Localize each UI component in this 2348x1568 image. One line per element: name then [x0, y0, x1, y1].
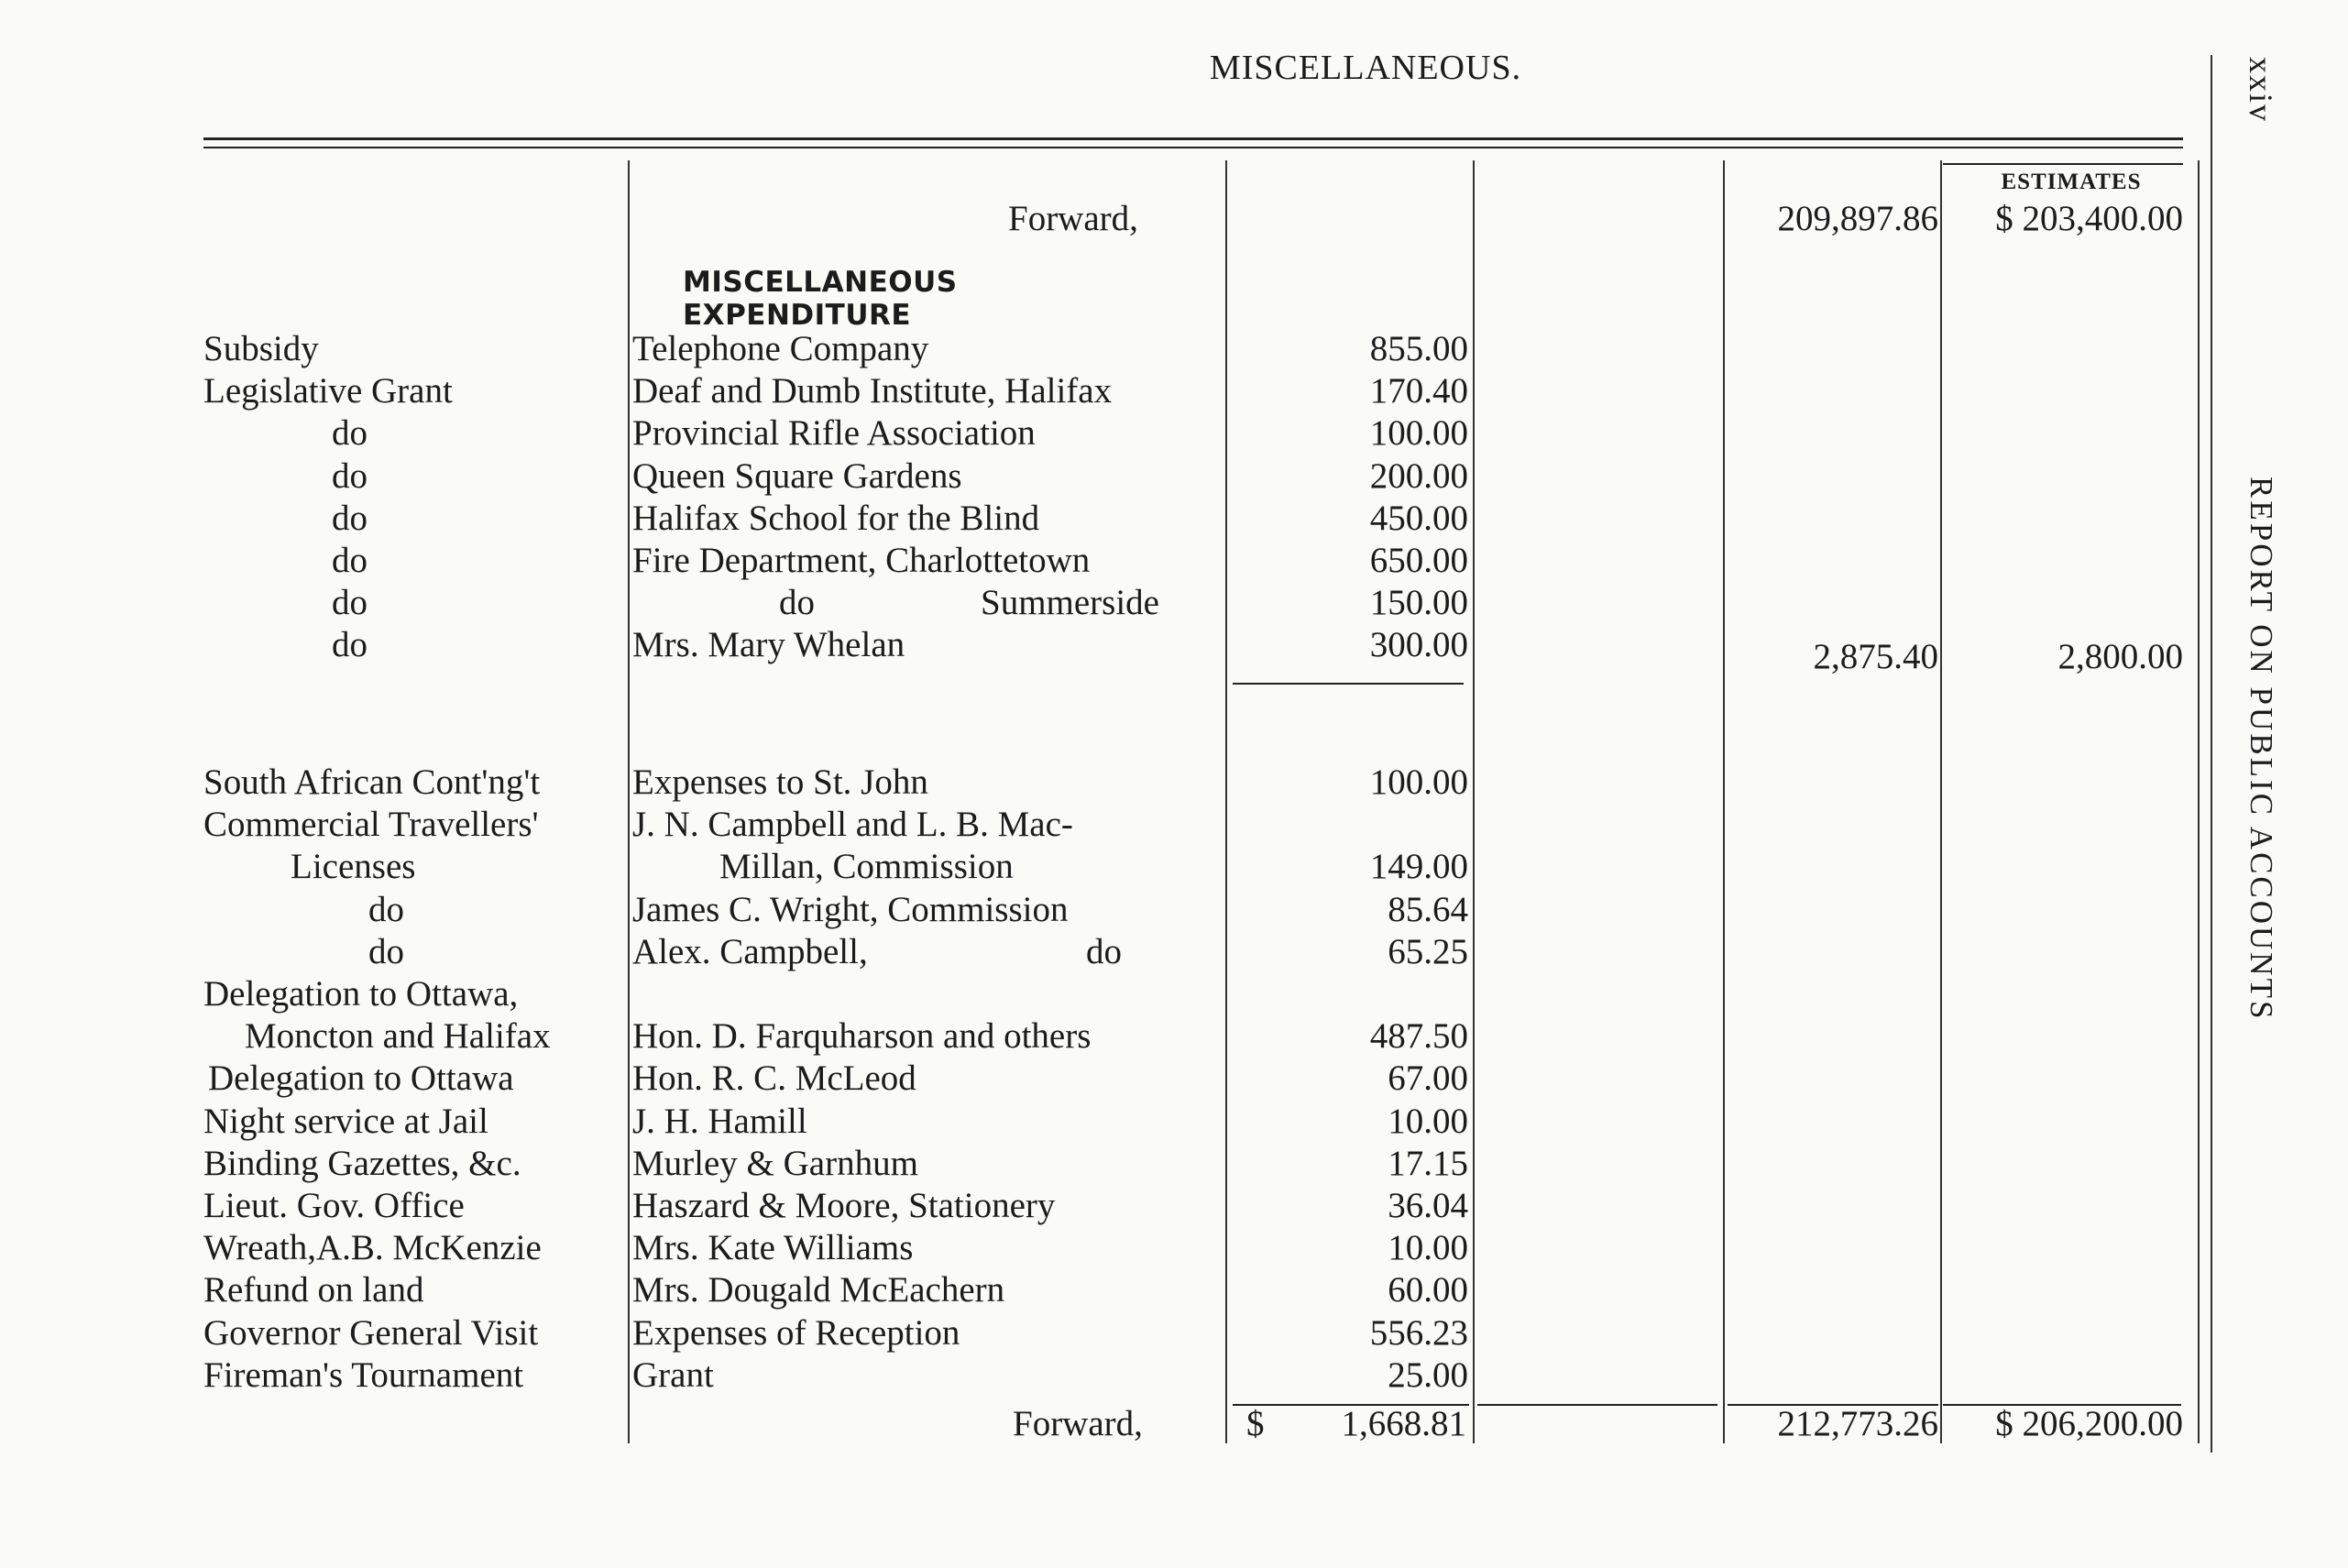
row-category: do: [332, 498, 368, 538]
row-payee: Fire Department, Charlottetown: [632, 541, 1091, 580]
row-payee: Telephone Company: [632, 329, 929, 368]
row-amount: 150.00: [1369, 583, 1468, 623]
row-payee: Mrs. Dougald McEachern: [632, 1270, 1005, 1310]
page-title: MISCELLANEOUS.: [1209, 49, 1522, 87]
row-category: Fireman's Tournament: [203, 1354, 524, 1395]
right-margin-line: [2211, 55, 2212, 1453]
row-payee: Millan, Commission: [719, 847, 1014, 887]
section-heading: MISCELLANEOUS EXPENDITURE: [683, 266, 958, 332]
row-amount: 100.00: [1369, 413, 1468, 454]
header-rule-top: [203, 137, 2183, 140]
bottom-rule-mid: [1477, 1404, 1717, 1406]
forward-bottom-label: Forward,: [1013, 1404, 1143, 1443]
column-line-2: [1225, 160, 1227, 1443]
row-payee: J. N. Campbell and L. B. Mac-: [632, 805, 1073, 845]
column-line-6: [2198, 160, 2200, 1443]
row-payee: Grant: [632, 1354, 714, 1395]
row-category: Legislative Grant: [203, 371, 453, 411]
column-line-4: [1723, 160, 1725, 1443]
row-amount: 10.00: [1388, 1101, 1468, 1141]
row-payee: Mrs. Mary Whelan: [632, 625, 905, 665]
column-line-3: [1473, 160, 1475, 1443]
row-category: Moncton and Halifax: [245, 1016, 551, 1057]
column-line-5: [1940, 160, 1942, 1443]
row-amount: 60.00: [1388, 1270, 1468, 1310]
row-amount: 487.50: [1369, 1016, 1468, 1057]
row-category: Binding Gazettes, &c.: [203, 1143, 521, 1183]
row-payee: Queen Square Gardens: [632, 455, 962, 496]
row-category: Subsidy: [203, 329, 319, 368]
row-amount: 10.00: [1388, 1228, 1468, 1268]
row-category: Refund on land: [203, 1270, 424, 1310]
row-category: Commercial Travellers': [203, 805, 539, 845]
forward-bottom-total: 212,773.26: [1777, 1404, 1938, 1443]
row-category: do: [332, 541, 368, 580]
row-payee-extra: Summerside: [981, 583, 1159, 623]
row-amount: 200.00: [1369, 455, 1468, 496]
row-category: do: [368, 931, 404, 971]
row-category: do: [332, 455, 368, 496]
row-payee: James C. Wright, Commission: [632, 889, 1069, 929]
row-amount: 556.23: [1369, 1312, 1468, 1353]
row-category: do: [368, 889, 404, 929]
row-category: Delegation to Ottawa: [208, 1058, 514, 1099]
forward-bottom-estimate: $ 206,200.00: [1995, 1404, 2183, 1443]
row-payee: Alex. Campbell,: [632, 931, 868, 971]
row-amount: 170.40: [1369, 371, 1468, 411]
row-category: do: [332, 583, 368, 623]
row-amount: 25.00: [1388, 1354, 1468, 1395]
row-amount: 149.00: [1369, 847, 1468, 887]
row-category: Delegation to Ottawa,: [203, 974, 519, 1014]
row-amount: 65.25: [1388, 931, 1468, 971]
row-amount: 300.00: [1369, 625, 1468, 665]
group1-estimate: 2,800.00: [2057, 637, 2183, 676]
row-payee: Deaf and Dumb Institute, Halifax: [632, 371, 1113, 411]
row-category: Licenses: [291, 847, 416, 887]
group1-total: 2,875.40: [1813, 637, 1938, 676]
row-payee: Expenses of Reception: [632, 1312, 960, 1353]
row-payee-extra: do: [1086, 931, 1122, 971]
page-number: xxiv: [2243, 57, 2279, 124]
row-amount: 36.04: [1388, 1186, 1468, 1225]
row-category: do: [332, 413, 368, 454]
side-title: REPORT ON PUBLIC ACCOUNTS: [2244, 477, 2279, 1022]
row-payee: Hon. R. C. McLeod: [632, 1058, 916, 1099]
row-category: Night service at Jail: [203, 1101, 488, 1141]
row-amount: 450.00: [1369, 498, 1468, 538]
row-payee: Provincial Rifle Association: [632, 413, 1036, 454]
row-payee: Murley & Garnhum: [632, 1143, 918, 1183]
row-payee: do: [779, 583, 815, 623]
row-amount: 855.00: [1369, 329, 1468, 368]
row-payee: J. H. Hamill: [632, 1101, 807, 1141]
row-amount: 17.15: [1388, 1143, 1468, 1183]
row-category: Governor General Visit: [203, 1312, 539, 1353]
row-amount: 100.00: [1369, 762, 1468, 802]
row-payee: Haszard & Moore, Stationery: [632, 1186, 1056, 1225]
row-payee: Mrs. Kate Williams: [632, 1228, 914, 1268]
forward-top-label: Forward,: [1008, 199, 1138, 238]
row-amount: 67.00: [1388, 1058, 1468, 1099]
estimates-rule: [1943, 163, 2183, 165]
group1-subtotal-rule: [1233, 683, 1464, 685]
estimates-heading: ESTIMATES: [2001, 170, 2142, 194]
forward-top-estimate: $ 203,400.00: [1995, 199, 2183, 238]
forward-top-total: 209,897.86: [1777, 199, 1938, 238]
column-line-1: [628, 160, 630, 1443]
row-category: do: [332, 625, 368, 665]
row-payee: Hon. D. Farquharson and others: [632, 1016, 1092, 1057]
forward-bottom-dollar-sign: $: [1246, 1404, 1265, 1443]
row-amount: 85.64: [1388, 889, 1468, 929]
row-category: Lieut. Gov. Office: [203, 1186, 465, 1225]
row-category: South African Cont'ng't: [203, 762, 541, 802]
row-category: Wreath,A.B. McKenzie: [203, 1228, 542, 1268]
header-rule-bottom: [203, 147, 2183, 148]
row-amount: 650.00: [1369, 541, 1468, 580]
row-payee: Expenses to St. John: [632, 762, 928, 802]
row-payee: Halifax School for the Blind: [632, 498, 1040, 538]
forward-bottom-subtotal: 1,668.81: [1341, 1404, 1466, 1443]
